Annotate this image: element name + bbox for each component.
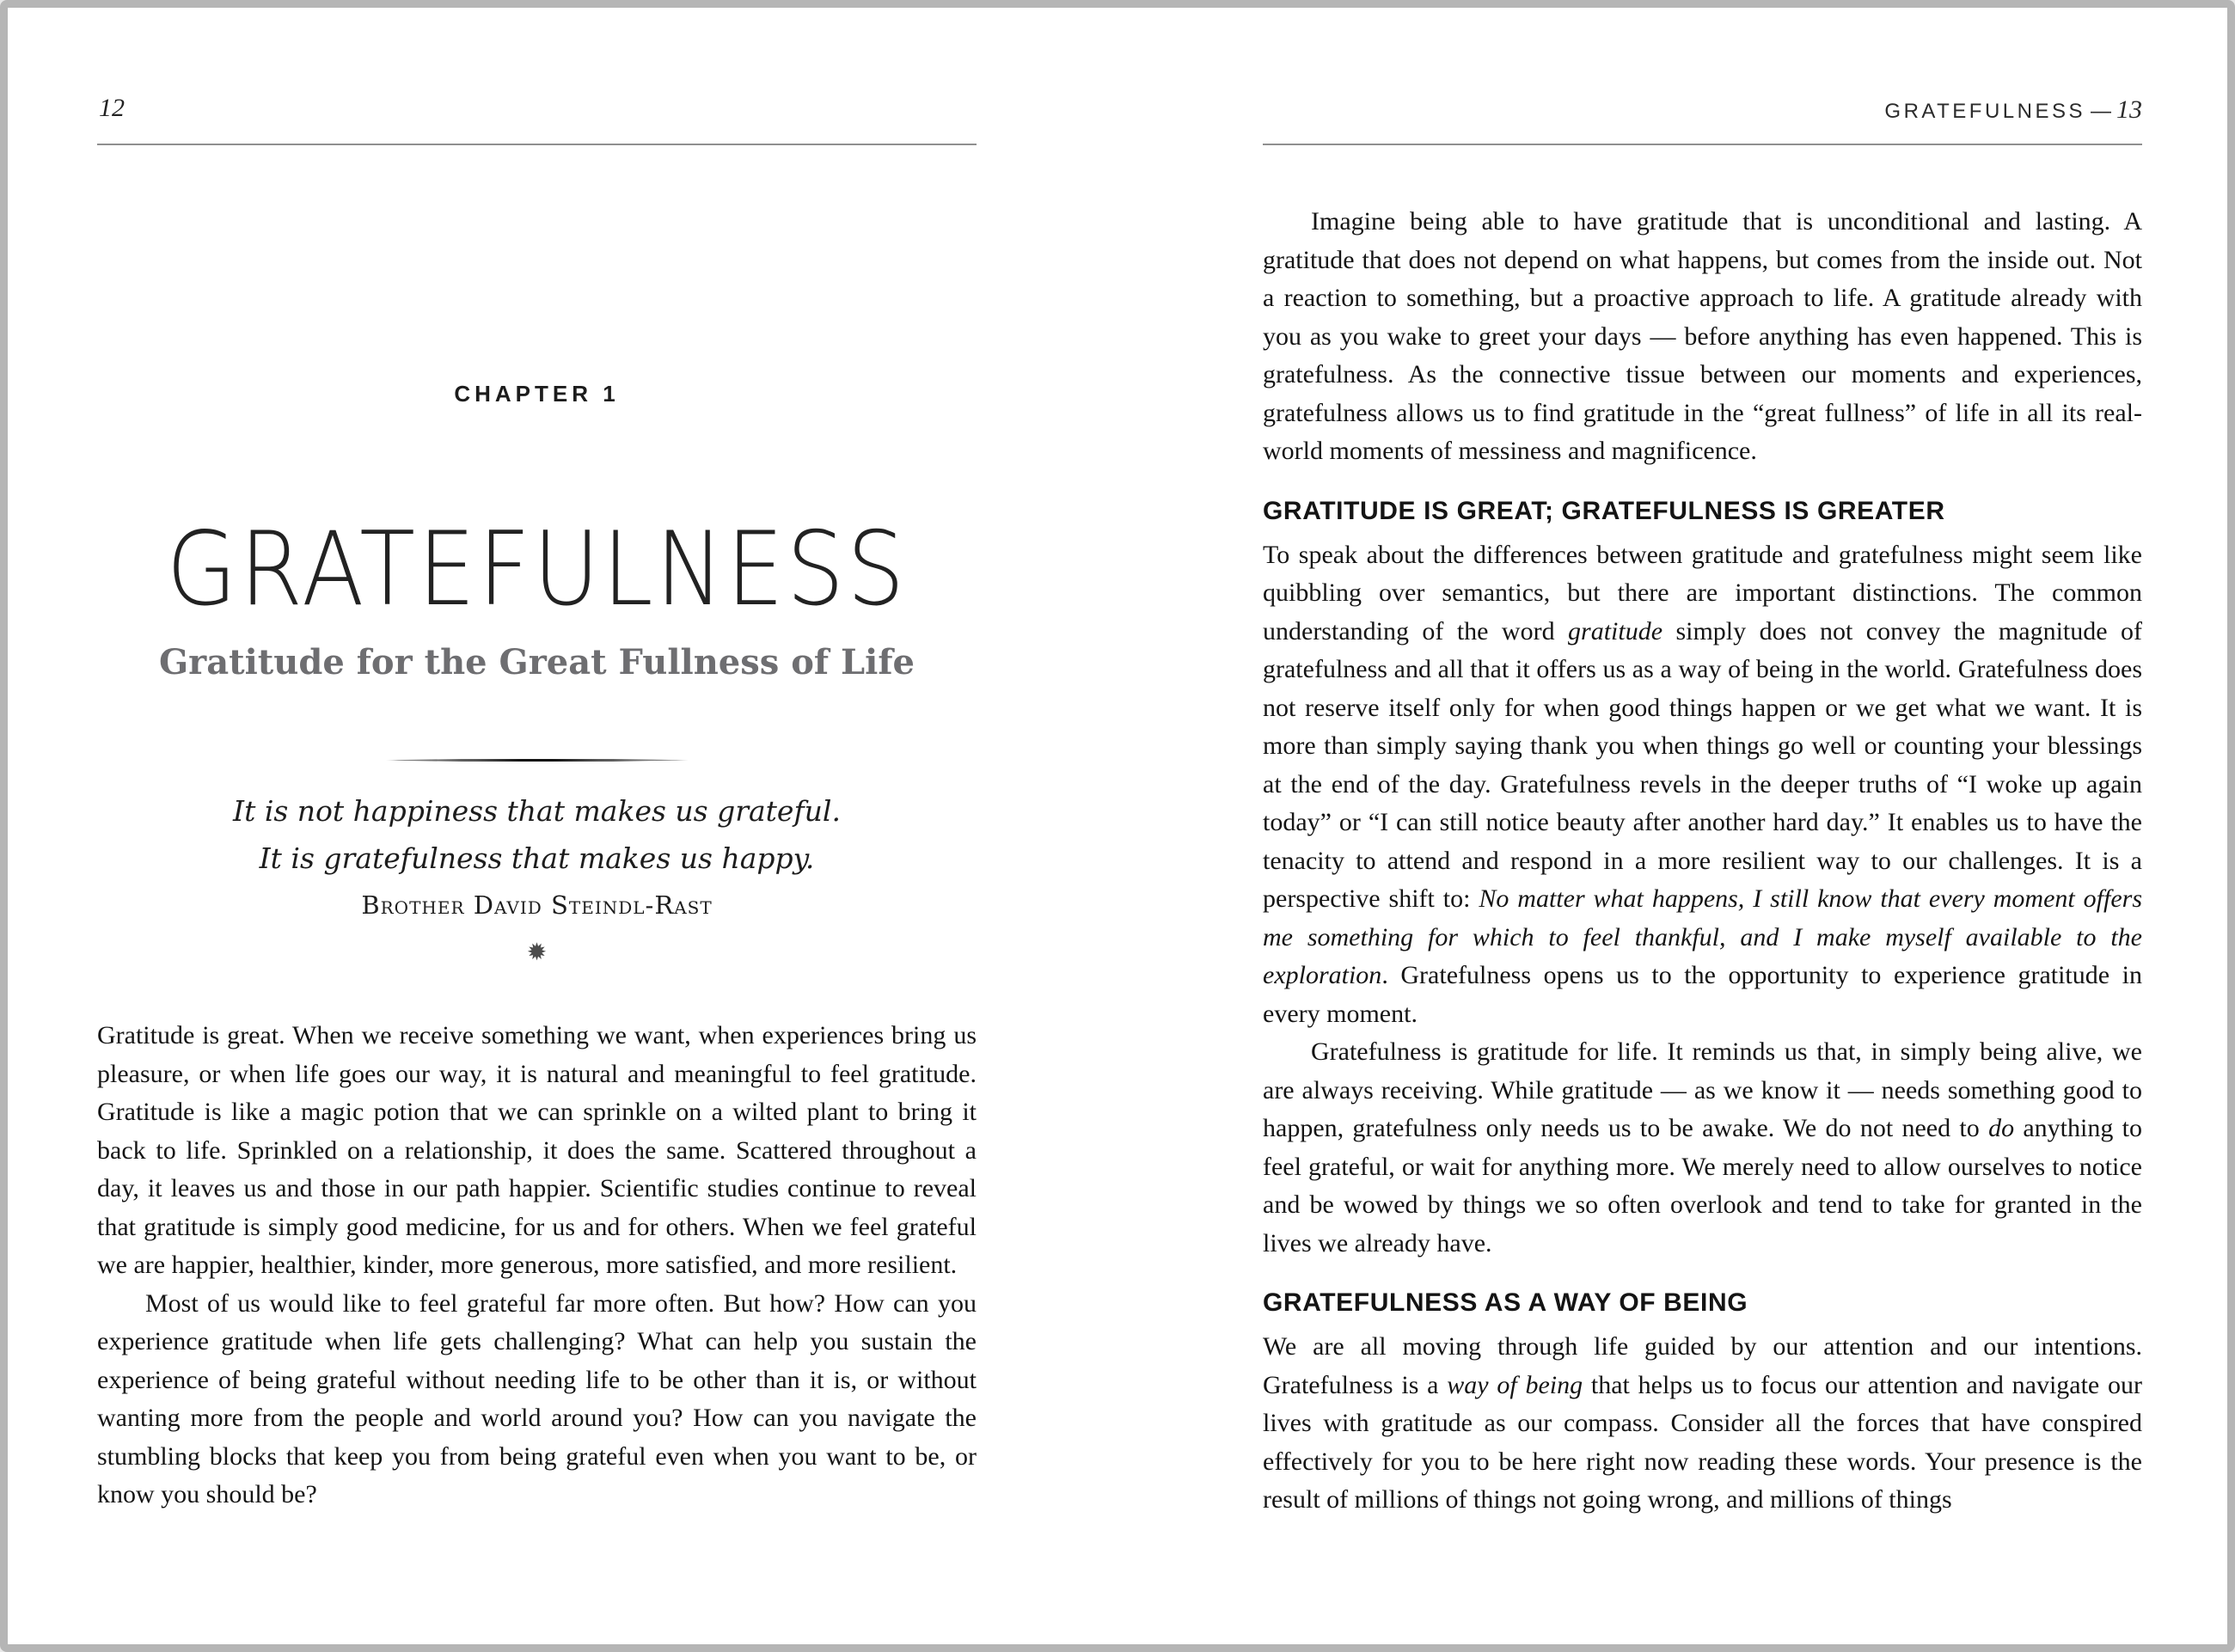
paragraph: Gratefulness is gratitude for life. It reminds us that, in simply being alive, we are always receiving. While gratitude — as we know it — needs something good to happen, gratefulness only needs us to be awake. We do not need to do anything to feel grateful, or wait for anything more. We merely need to allow ourselves to notice and be wowed by things we so often overlook and tend to take for granted in the lives we already have. bbox=[1263, 1037, 2142, 1257]
page-left bbox=[97, 8, 977, 1644]
running-header bbox=[1884, 95, 2142, 125]
chapter-title: GRATEFULNESS bbox=[166, 510, 908, 628]
epigraph-divider bbox=[386, 759, 689, 762]
paragraph: Imagine being able to have gratitude that is unconditional and lasting. A gratitude that does not depend on what happens, but comes from the inside out. Not a reaction to something, but a proactive approach to life. A gratitude already with you as you wake to greet your days — before anything has even happened. This is gratefulness. As the connective tissue between our moments and experiences, gratefulness allows us to find gratitude in the “great fullness” of life in all its real-world moments of messiness and magnificence. bbox=[1263, 207, 2142, 465]
epigraph-line-1: It is not happiness that makes us grateful. bbox=[233, 794, 841, 828]
paragraph: Gratitude is great. When we receive something we want, when experiences bring us pleasure, or when life goes our way, it is natural and meaningful to feel gratitude. Gratitude is like a magic potion that we can sprinkle on a wilted plant to bring it back to life. Sprinkled on a relationship, it does the same. Scattered throughout a day, it leaves us and those in our path happier. Scientific studies continue to reveal that gratitude is simply good medicine, for us and for others. When we feel grateful we are happier, healthier, kinder, more generous, more satisfied, and more resilient. bbox=[97, 1021, 977, 1279]
epigraph-attribution: Brother David Steindl-Rast bbox=[361, 890, 713, 920]
section-heading: GRATITUDE IS GREAT; GRATEFULNESS IS GREATER bbox=[1263, 496, 1945, 525]
header-rule-left bbox=[97, 144, 977, 145]
page-right bbox=[1263, 8, 2142, 1644]
paragraph: To speak about the differences between gratitude and gratefulness might seem like quibbling over semantics, but there are important distinctions. The common understanding of the word gratitude simply does not convey the magnitude of gratefulness and all that it offers us as a way of being in the world. Gratefulness does not reserve itself only for when good things happen or we get what we want. It is more than simply saying thank you when things go well or counting your blessings at the end of the day. Gratefulness revels in the deeper truths of “I woke up again today” or “I can still notice beauty after another hard day.” It enables us to have the tenacity to attend and respond in a more resilient way to our challenges. It is a perspective shift to: No matter what happens, I still know that every moment offers me something for which to feel thankful, and I make myself available to the exploration. Gratefulness opens us to the opportunity to experience gratitude in every moment. bbox=[1263, 540, 2143, 1028]
paragraph: Most of us would like to feel grateful far more often. But how? How can you experience gratitude when life gets challenging? What can help you sustain the experience of being grateful without needing life to be other than it is, or without wanting more from the people and world around you? How can you navigate the stumbling blocks that keep you from being grateful even when you want to be, or know you should be? bbox=[97, 1288, 977, 1508]
running-header-title: GRATEFULNESS bbox=[1884, 100, 2085, 123]
page-number-left: 12 bbox=[99, 94, 125, 122]
section-heading: GRATEFULNESS AS A WAY OF BEING bbox=[1263, 1288, 1748, 1317]
chapter-subtitle: Gratitude for the Great Fullness of Life bbox=[158, 642, 915, 682]
epigraph bbox=[97, 787, 977, 920]
paragraph: We are all moving through life guided by our attention and our intentions. Gratefulness is a way of being that helps us to focus our attention and navigate our lives with gratitude as our compass. Consider all the forces that have conspired effectively for you to be here right now reading these words. Your presence is the result of millions of things not going wrong, and millions of things bbox=[1263, 1332, 2143, 1514]
page-number-right: 13 bbox=[2116, 95, 2142, 124]
running-header-separator: — bbox=[2091, 100, 2111, 123]
epigraph-line-2: It is gratefulness that makes us happy. bbox=[259, 841, 815, 875]
star-ornament-icon: ✹ bbox=[526, 939, 548, 966]
chapter-label: CHAPTER 1 bbox=[454, 381, 620, 407]
body-text-right bbox=[1263, 203, 2142, 1520]
body-text-left bbox=[97, 1017, 977, 1514]
header-rule-right bbox=[1263, 144, 2142, 145]
